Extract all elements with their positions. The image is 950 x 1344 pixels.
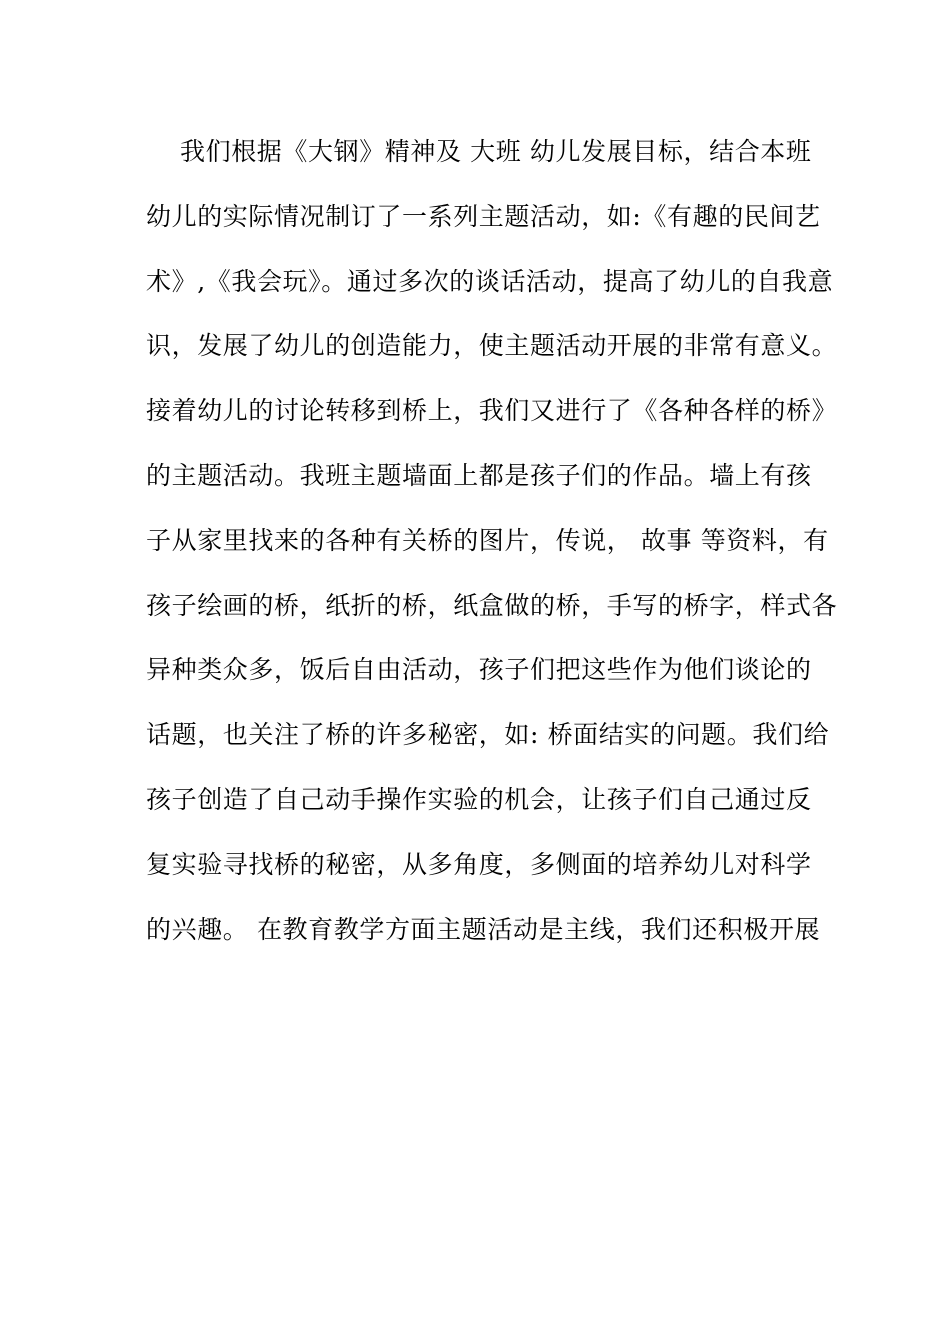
text-line: 复实验寻找桥的秘密，从多角度，多侧面的培养幼儿对科学: [146, 849, 812, 879]
text-line: 识，发展了幼儿的创造能力，使主题活动开展的非常有意义。: [146, 331, 838, 361]
text-line: 的主题活动。我班主题墙面上都是孩子们的作品。墙上有孩: [146, 460, 812, 490]
text-line: 接着幼儿的讨论转移到桥上，我们又进行了《各种各样的桥》: [146, 396, 838, 426]
text-line: 的兴趣。 在教育教学方面主题活动是主线，我们还积极开展: [146, 914, 821, 944]
text-line: 术》,《我会玩》。通过多次的谈话活动，提高了幼儿的自我意: [146, 266, 834, 296]
text-line: 幼儿的实际情况制订了一系列主题活动，如:《有趣的民间艺: [146, 201, 821, 231]
text-line: 我们根据《大钢》精神及 大班 幼儿发展目标，结合本班: [180, 137, 812, 166]
text-line: 子从家里找来的各种有关桥的图片，传说， 故事 等资料，有: [146, 525, 829, 555]
text-line: 孩子创造了自己动手操作实验的机会，让孩子们自己通过反: [146, 784, 812, 814]
body-paragraph: [146, 126, 838, 968]
text-line: 孩子绘画的桥，纸折的桥，纸盒做的桥，手写的桥字，样式各: [146, 590, 838, 620]
text-line: 异种类众多，饭后自由活动，孩子们把这些作为他们谈论的: [146, 655, 812, 685]
text-line: 话题，也关注了桥的许多秘密，如: 桥面结实的问题。我们给: [146, 720, 830, 750]
